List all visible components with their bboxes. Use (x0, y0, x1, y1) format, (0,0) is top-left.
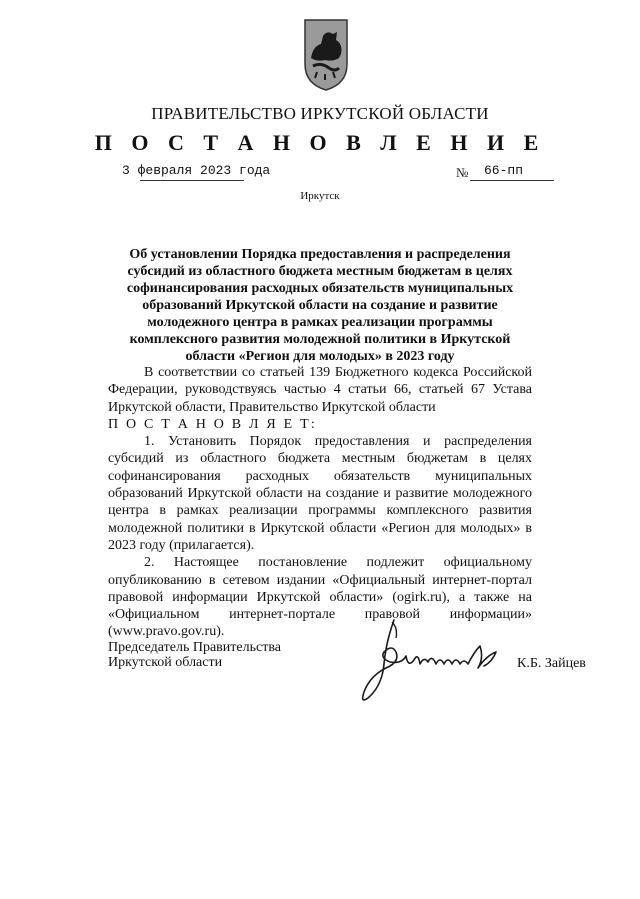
resolves-heading: П О С Т А Н О В Л Я Е Т: (108, 416, 317, 432)
signatory-name: К.Б. Зайцев (517, 656, 586, 671)
signatory-position (108, 640, 281, 670)
document-number: 66-пп (484, 163, 524, 178)
number-sign: № (456, 165, 469, 180)
preamble-paragraph: В соответствии со статьей 139 Бюджетного кодекса Российской Федерации, руководствуясь частью 4 статьи 66, статьей 67 Устава Иркутской области, Правительство Иркутской области (108, 365, 532, 415)
signatory-position-line-1: Председатель Правительства (108, 640, 281, 655)
city-name: Иркутск (300, 190, 340, 202)
item-2-paragraph: 2. Настоящее постановление подлежит официальному опубликованию в сетевом издании «Официальный интернет-портал правовой информации Иркутской области» (ogirk.ru), а также на «Официальном интернет-портале правовой информации» (www.pravo.gov.ru). (108, 555, 532, 640)
date-underline (140, 180, 244, 181)
signatory-position-line-2: Иркутской области (108, 655, 223, 670)
document-body (108, 364, 532, 641)
document-title: Об установлении Порядка предоставления и распределения субсидий из областного бюджета местным бюджетам в целях софинансирования расходных обязательств муниципальных образований Иркутской области на создание и развитие молодежного центра в рамках реализации программы комплексного развития молодежной политики в Иркутской области «Регион для молодых» в 2023 году (126, 247, 514, 364)
document-date: 3 февраля 2023 года (122, 163, 271, 178)
coat-of-arms-icon (303, 18, 349, 92)
organization-name: ПРАВИТЕЛЬСТВО ИРКУТСКОЙ ОБЛАСТИ (151, 104, 489, 123)
item-1-paragraph: 1. Установить Порядок предоставления и распределения субсидий из областного бюджета местным бюджетам в целях софинансирования расходных обязательств муниципальных образований Иркутской области на создание и развитие молодежного центра в рамках реализации программы комплексного развития молодежной политики в Иркутской области «Регион для молодых» в 2023 году (прилагается). (108, 434, 532, 553)
handwritten-signature-icon (356, 612, 516, 712)
document-type: П О С Т А Н О В Л Е Н И Е (94, 130, 546, 155)
number-underline (470, 180, 554, 181)
